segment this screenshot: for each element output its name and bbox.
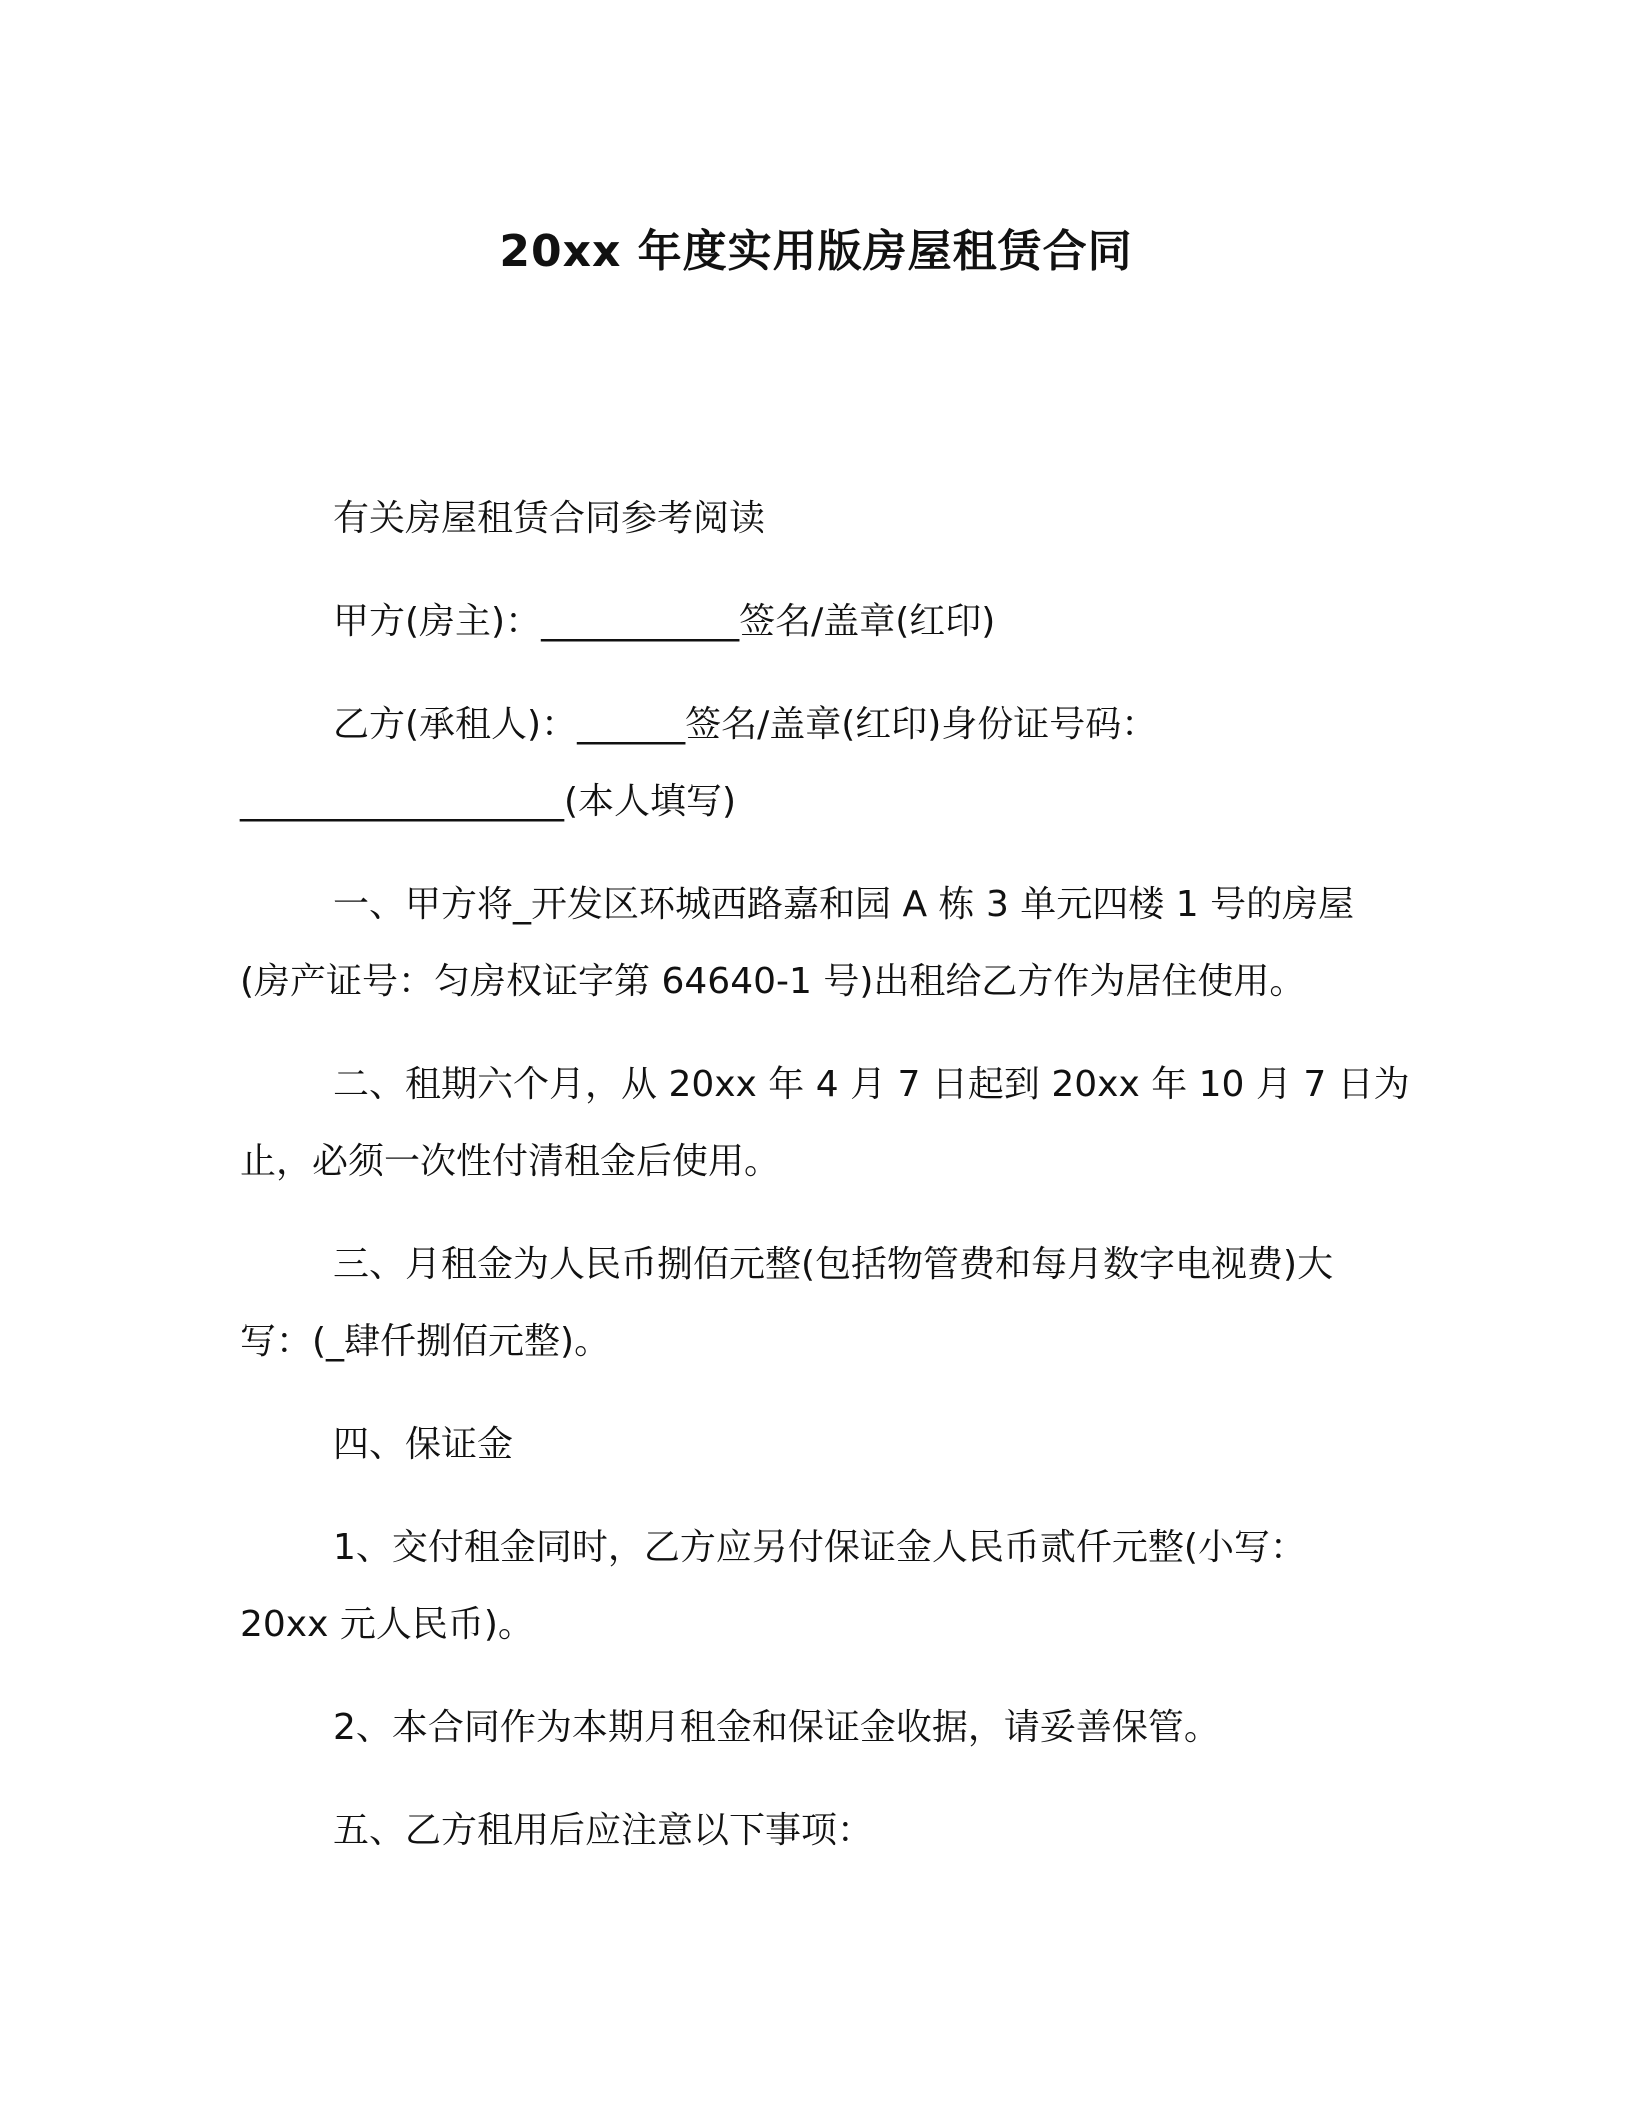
party-b-line: 乙方(承租人)：______签名/盖章(红印)身份证号码： [333, 704, 1158, 745]
party-b-id-line: __________________(本人填写) [240, 781, 737, 822]
clause-3-line-1: 三、月租金为人民币捌佰元整(包括物管费和每月数字电视费)大 [333, 1244, 1334, 1285]
reference-heading: 有关房屋租赁合同参考阅读 [333, 498, 766, 539]
clause-3-line-2: 写：(_肆仟捌佰元整)。 [240, 1321, 611, 1362]
clause-5-heading: 五、乙方租用后应注意以下事项： [333, 1810, 874, 1851]
clause-2-line-2: 止，必须一次性付清租金后使用。 [240, 1141, 781, 1182]
clause-4-heading: 四、保证金 [333, 1424, 514, 1465]
clause-4-item-1-line-2: 20xx 元人民币)。 [240, 1604, 534, 1645]
party-a-line: 甲方(房主)：___________签名/盖章(红印) [333, 601, 996, 642]
clause-1-line-2: (房产证号：匀房权证字第 64640-1 号)出租给乙方作为居住使用。 [240, 961, 1306, 1002]
clause-4-item-1-line-1: 1、交付租金同时，乙方应另付保证金人民币贰仟元整(小写： [333, 1527, 1306, 1568]
clause-1-line-1: 一、甲方将_开发区环城西路嘉和园 A 栋 3 单元四楼 1 号的房屋 [333, 884, 1355, 925]
clause-4-item-2: 2、本合同作为本期月租金和保证金收据，请妥善保管。 [333, 1707, 1220, 1748]
document-title: 20xx 年度实用版房屋租赁合同 [499, 226, 1133, 277]
clause-2-line-1: 二、租期六个月，从 20xx 年 4 月 7 日起到 20xx 年 10 月 7 日为 [333, 1064, 1410, 1105]
